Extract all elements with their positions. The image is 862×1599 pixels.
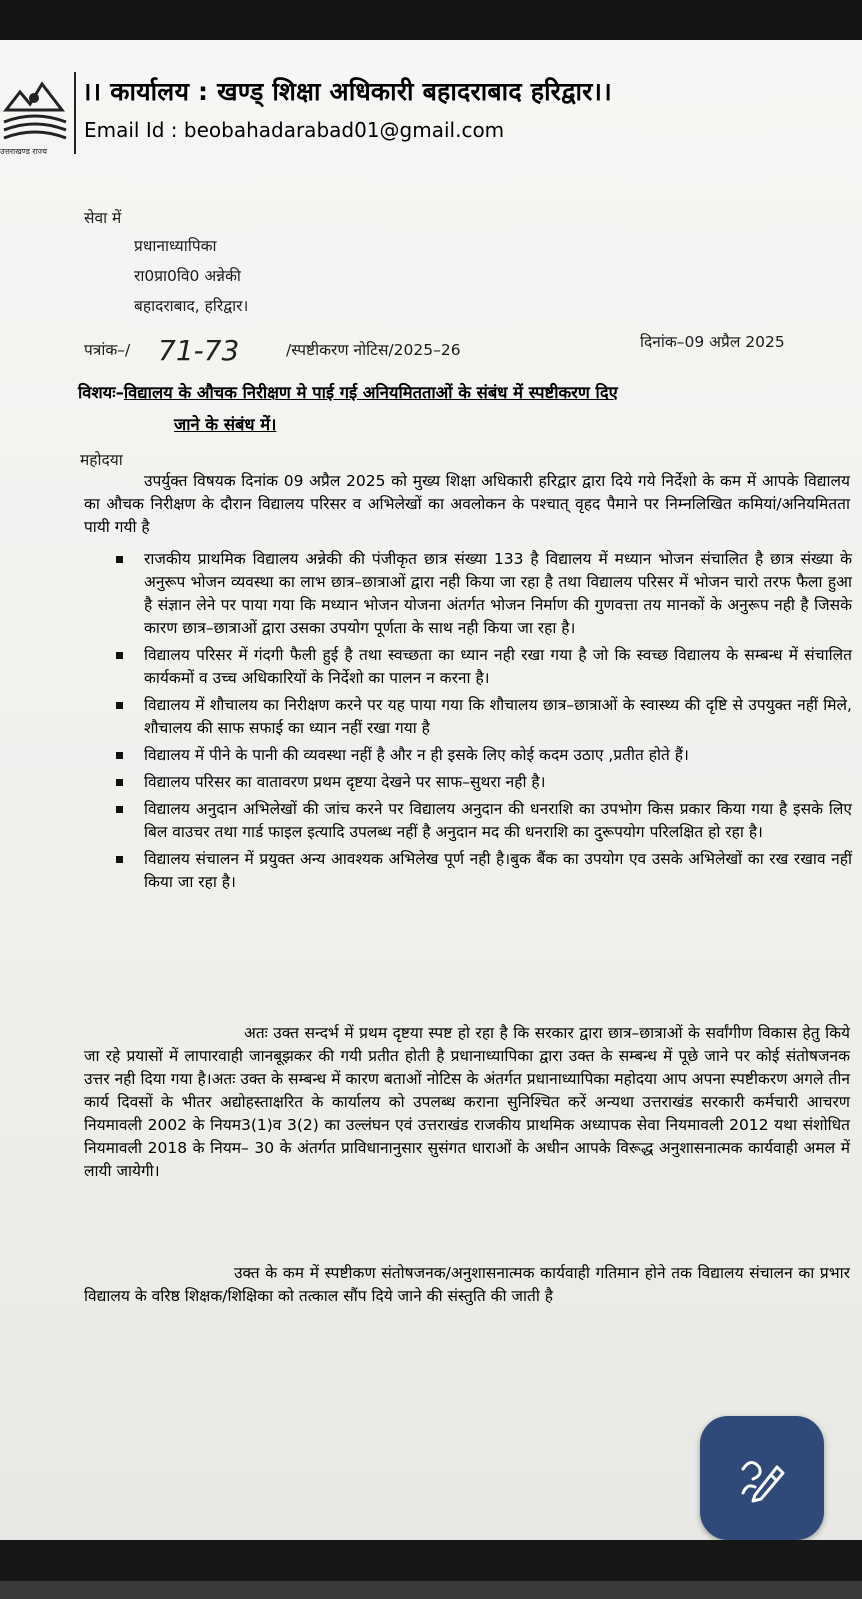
ref-prefix: पत्रांक–/ <box>84 341 131 359</box>
edit-pen-icon <box>737 1453 787 1503</box>
bullet-icon <box>116 556 123 563</box>
list-item-text: विद्यालय अनुदान अभिलेखों की जांच करने पर विद्यालय अनुदान की धनराशि का उपभोग किस प्रकार किया गया है इसके लिए बिल वाउचर तथा गार्ड फाइल इत्यादि उपलब्ध नहीं है अनुदान मद की धनराशि का दुरूपयोग परिलक्षित हो रहा है। <box>144 800 852 841</box>
intro-paragraph: उपर्युक्त विषयक दिनांक 09 अप्रैल 2025 को मुख्य शिक्षा अधिकारी हरिद्वार द्वारा दिये गये निर्देशो के कम में आपके विद्यालय का औचक निरीक्षण के दौरान विद्यालय परिसर व अभिलेखों का अवलोकन के पश्चात् वृहद पैमाने पर निम्नलिखित कमियां/अनियमितता पायी गयी है <box>84 472 850 536</box>
ref-suffix: /स्पष्टीकरण नोटिस/2025–26 <box>286 341 461 359</box>
subject-text2: जाने के संबंध में। <box>174 415 277 434</box>
list-item <box>114 548 852 640</box>
subject-text1: विद्यालय के औचक निरीक्षण मे पाई गई अनियमितताओं के संबंध में स्पष्टीकरण दिए <box>123 383 618 402</box>
list-item-text: विद्यालय में पीने के पानी की व्यवस्था नहीं है और न ही इसके लिए कोई कदम उठाए ,प्रतीत होते हैं। <box>144 746 689 764</box>
logo-caption: उत्तराखण्ड राज्य <box>0 147 47 156</box>
subject-line2 <box>174 412 276 435</box>
salutation-to: सेवा में <box>84 209 122 227</box>
subject-line1 <box>78 380 618 403</box>
office-email: Email Id : beobahadarabad01@gmail.com <box>84 118 505 142</box>
bullet-icon <box>116 806 123 813</box>
list-item <box>114 644 852 690</box>
office-title: ।। कार्यालय : खण्ड् शिक्षा अधिकारी बहादराबाद हरिद्वार।। <box>82 77 612 106</box>
header-divider <box>74 72 76 154</box>
bottom-bar <box>0 1540 862 1599</box>
recipient-line1: प्रधानाध्यापिका <box>134 237 217 255</box>
bullet-icon <box>116 702 123 709</box>
greeting: महोदया <box>80 451 123 469</box>
top-bar <box>0 0 862 40</box>
conclusion-paragraph: अतः उक्त सन्दर्भ में प्रथम दृष्टया स्पष्ट हो रहा है कि सरकार द्वारा छात्र–छात्राओं के सर्वांगीण विकास हेतु किये जा रहे प्रयासों में लापारवाही जानबूझकर की गयी प्रतीत होती है प्रधानाध्यापिका द्वारा उक्त के सम्बन्ध में पूछे जाने पर कोई संतोषजनक उत्तर नही दिया गया है।अतः उक्त के सम्बन्ध में कारण बताओं नोटिस के अंतर्गत प्रधानाध्यापिका महोदया आप अपना स्पष्टीकरण अगले तीन कार्य दिवसों के भीतर अद्योहस्ताक्षरित के कार्यालय को उपलब्ध कराना सुनिश्चित करें अन्यथा उत्तराखंड सरकारी कर्मचारी आचरण नियमावली 2002 के नियम3(1)व 3(2) का उल्लंघन एवं उत्तराखंड राजकीय प्राथमिक अध्यापक सेवा नियमावली 2012 यथा संशोधित नियमावली 2018 के नियम– 30 के अंतर्गत प्राविधानानुसार सुसंगत धाराओं के अधीन आपके विरूद्ध अनुशासनात्मक कार्यवाही अमल में लायी जायेगी। <box>84 1024 850 1180</box>
list-item <box>114 798 852 844</box>
irregularities-list <box>114 548 852 898</box>
recipient-line2: रा0प्रा0वि0 अन्नेकी <box>134 267 241 285</box>
recipient-line3: बहादराबाद, हरिद्वार। <box>134 297 249 315</box>
bullet-icon <box>116 652 123 659</box>
bullet-icon <box>116 856 123 863</box>
list-item-text: राजकीय प्राथमिक विद्यालय अन्नेकी की पंजीकृत छात्र संख्या 133 है विद्यालय में मध्यान भोजन संचालित है छात्र संख्या के अनुरूप भोजन व्यवस्था का लाभ छात्र–छात्राओं द्वारा नही किया जा रहा है तथा विद्यालय परिसर में भोजन चारो तरफ फैला हुआ है संज्ञान लेने पर पाया गया कि मध्यान भोजन योजना अंतर्गत भोजन निर्माण की गुणवत्ता तय मानकों के अनुरूप नही है जिसके कारण छात्र–छात्राओं द्वारा उसका उपयोग पूर्णता के साथ नही किया जा रहा है। <box>144 550 852 637</box>
list-item <box>114 771 852 794</box>
list-item <box>114 694 852 740</box>
letter-date: दिनांक–09 अप्रैल 2025 <box>640 333 785 351</box>
uttarakhand-logo-icon <box>0 70 70 160</box>
subject-label: विशयः– <box>78 383 124 402</box>
nav-strip <box>0 1581 862 1599</box>
recommendation-paragraph: उक्त के कम में स्पष्टीकण संतोषजनक/अनुशासनात्मक कार्यवाही गतिमान होने तक विद्यालय संचालन का प्रभार विद्यालय के वरिष्ठ शिक्षक/शिक्षिका को तत्काल सौंप दिये जाने की संस्तुति की जाती है <box>84 1264 850 1305</box>
list-item-text: विद्यालय संचालन में प्रयुक्त अन्य आवश्यक अभिलेख पूर्ण नही है।बुक बैंक का उपयोग एव उसके अभिलेखों का रख रखाव नहीं किया जा रहा है। <box>144 850 852 891</box>
list-item-text: विद्यालय परिसर का वातावरण प्रथम दृष्टया देखने पर साफ–सुथरा नही है। <box>144 773 546 791</box>
list-item <box>114 744 852 767</box>
ref-number-handwritten: 71-73 <box>158 334 240 367</box>
list-item <box>114 848 852 894</box>
list-item-text: विद्यालय परिसर में गंदगी फैली हुई है तथा स्वच्छता का ध्यान नही रखा गया है जो कि स्वच्छ विद्यालय के सम्बन्ध में संचालित कार्यकमों व उच्च अधिकारियों के निर्देशो का पालन न करना है। <box>144 646 852 687</box>
list-item-text: विद्यालय में शौचालय का निरीक्षण करने पर यह पाया गया कि शौचालय छात्र–छात्राओं के स्वास्थ्य की दृष्टि से उपयुक्त नहीं मिले, शौचालय की साफ सफाई का ध्यान नहीं रखा गया है <box>144 696 852 737</box>
bullet-icon <box>116 779 123 786</box>
edit-button[interactable] <box>700 1416 824 1540</box>
bullet-icon <box>116 752 123 759</box>
